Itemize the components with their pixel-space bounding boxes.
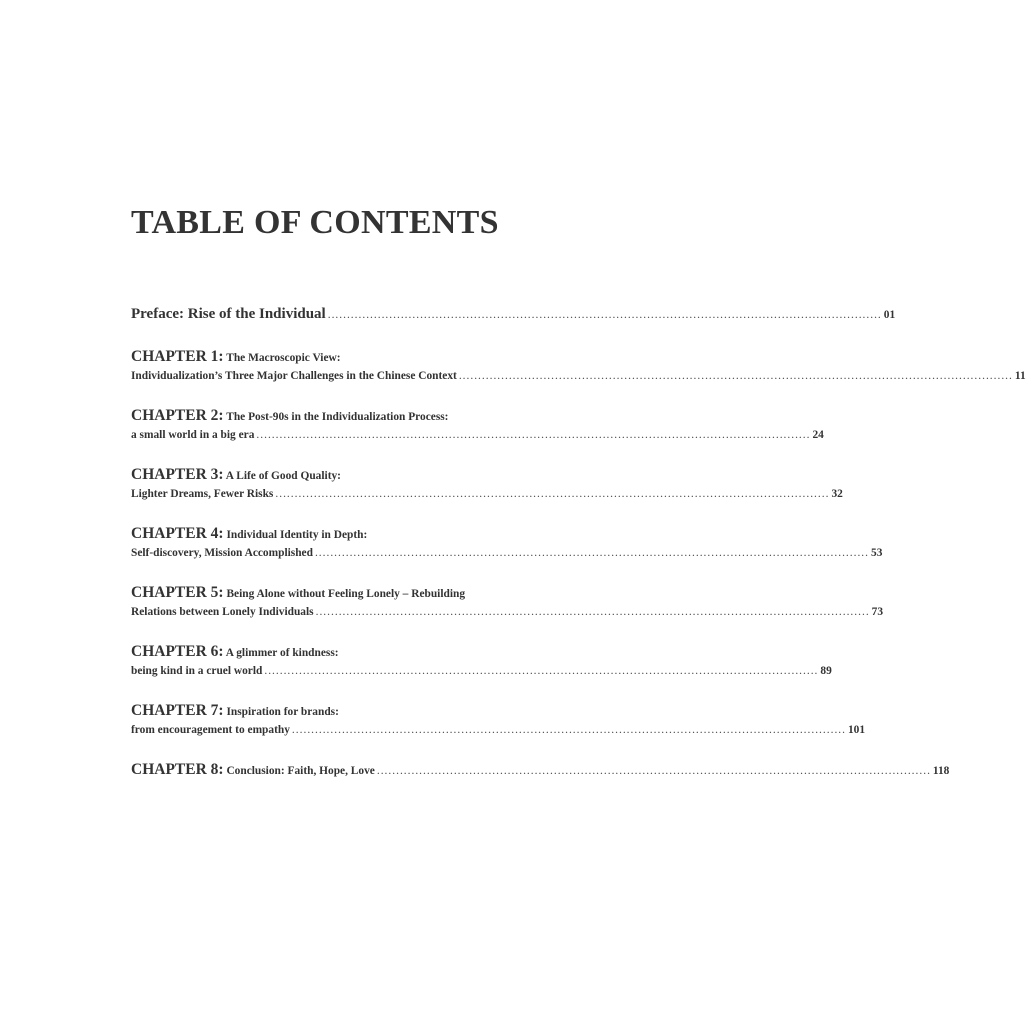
page-number: 24 [812, 429, 824, 441]
toc-entry-chapter-2[interactable] [131, 407, 824, 441]
chapter-label: CHAPTER 6: [131, 643, 224, 660]
dot-leader: ................................................................................................................................................ [327, 309, 882, 321]
chapter-label: CHAPTER 8: [131, 761, 224, 778]
dot-leader: ................................................................................................................................................ [314, 547, 869, 559]
chapter-subtitle: Lighter Dreams, Fewer Risks [131, 488, 274, 500]
chapter-subtitle-row [131, 606, 884, 618]
chapter-subtitle-row [131, 370, 1026, 382]
chapter-heading [131, 348, 583, 366]
dot-leader: ................................................................................................................................................ [256, 429, 811, 441]
page-number: 11 [1014, 370, 1026, 382]
chapter-label: CHAPTER 3: [131, 466, 224, 483]
page-title: TABLE OF CONTENTS [131, 204, 499, 241]
preface-title: Preface: Rise of the Individual [131, 306, 326, 322]
chapter-title: Inspiration for brands: [226, 706, 339, 718]
chapter-subtitle-row [131, 488, 843, 500]
page-number: 01 [883, 309, 896, 321]
dot-leader: ................................................................................................................................................ [291, 724, 846, 736]
toc-entry-chapter-4[interactable] [131, 525, 883, 559]
dot-leader: ................................................................................................................................................ [315, 606, 870, 618]
chapter-subtitle: from encouragement to empathy [131, 724, 290, 736]
toc-entry-chapter-3[interactable] [131, 466, 843, 500]
page-number: 73 [871, 606, 884, 618]
toc-entry-chapter-1[interactable] [131, 348, 1026, 382]
chapter-subtitle: Relations between Lonely Individuals [131, 606, 314, 618]
chapter-heading [131, 407, 583, 425]
preface-row [131, 306, 896, 323]
chapter-subtitle-row [131, 429, 824, 441]
chapter-label: CHAPTER 1: [131, 348, 224, 365]
chapter-label: CHAPTER 2: [131, 407, 224, 424]
page-number: 32 [831, 488, 843, 500]
chapter-title: The Post-90s in the Individualization Process: [226, 411, 449, 423]
toc-entry-chapter-8[interactable] [131, 761, 950, 779]
dot-leader: ................................................................................................................................................ [376, 765, 931, 777]
toc-entry-chapter-5[interactable] [131, 584, 884, 618]
chapter-subtitle-row [131, 665, 832, 677]
chapter-heading [131, 643, 583, 661]
chapter-label: CHAPTER 5: [131, 584, 224, 601]
dot-leader: ................................................................................................................................................ [275, 488, 830, 500]
chapter-heading [131, 702, 583, 720]
chapter-title: A Life of Good Quality: [225, 470, 341, 482]
chapter-label: CHAPTER 4: [131, 525, 224, 542]
chapter-label: CHAPTER 7: [131, 702, 224, 719]
chapter-title: Individual Identity in Depth: [226, 529, 368, 541]
page-number: 89 [820, 665, 832, 677]
chapter-subtitle: Individualization’s Three Major Challenges in the Chinese Context [131, 370, 457, 382]
page-number: 118 [932, 765, 950, 777]
chapter-heading [131, 525, 583, 543]
dot-leader: ................................................................................................................................................ [458, 370, 1013, 382]
chapter-title: Conclusion: Faith, Hope, Love [226, 765, 375, 777]
chapter-heading-row [131, 761, 950, 779]
dot-leader: ................................................................................................................................................ [264, 665, 819, 677]
chapter-heading [131, 466, 583, 484]
chapter-heading [131, 761, 375, 779]
toc-entry-chapter-6[interactable] [131, 643, 832, 677]
chapter-subtitle: a small world in a big era [131, 429, 255, 441]
chapter-heading [131, 584, 583, 602]
chapter-title: The Macroscopic View: [226, 352, 341, 364]
chapter-subtitle-row [131, 547, 883, 559]
chapter-subtitle-row [131, 724, 866, 736]
chapter-subtitle: being kind in a cruel world [131, 665, 263, 677]
chapter-title: A glimmer of kindness: [225, 647, 339, 659]
toc-list [131, 306, 1026, 804]
page-number: 101 [847, 724, 866, 736]
page-number: 53 [871, 547, 883, 559]
chapter-subtitle: Self-discovery, Mission Accomplished [131, 547, 313, 559]
toc-entry-preface[interactable] [131, 306, 896, 323]
toc-entry-chapter-7[interactable] [131, 702, 866, 736]
chapter-title: Being Alone without Feeling Lonely – Rebuilding [226, 588, 466, 600]
